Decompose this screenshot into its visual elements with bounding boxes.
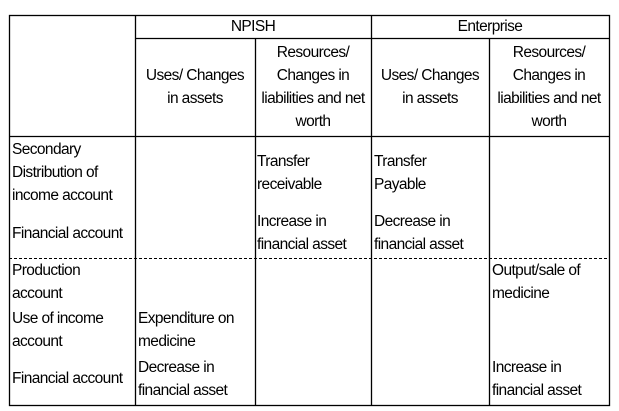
ent-transfer-payable-2: Payable <box>374 176 426 193</box>
ent-output-sale-2: medicine <box>492 285 550 302</box>
npish-expenditure-2: medicine <box>138 333 196 350</box>
row-label-secondary-3: income account <box>12 187 113 204</box>
row-label-use-income-1: Use of income <box>12 310 104 327</box>
row-label-use-income-2: account <box>12 333 63 350</box>
ent-resources-header: Resources/ Changes in liabilities and net worth <box>497 44 601 130</box>
ent-decrease-financial-2: financial asset <box>374 236 464 253</box>
npish-expenditure-1: Expenditure on <box>138 310 234 327</box>
npish-decrease-financial-1: Decrease in <box>138 359 215 376</box>
ent-output-sale-1: Output/sale of <box>492 262 581 279</box>
ent-uses-header: Uses/ Changes in assets <box>380 67 480 107</box>
npish-header: NPISH <box>230 18 276 35</box>
row-label-secondary-1: Secondary <box>12 141 81 158</box>
ent-transfer-payable-1: Transfer <box>374 153 427 170</box>
row-label-secondary-2: Distribution of <box>12 164 98 181</box>
row-label-financial-2: Financial account <box>12 370 123 387</box>
row-label-production-1: Production <box>12 262 81 279</box>
npish-transfer-receivable-1: Transfer <box>257 153 310 170</box>
row-label-production-2: account <box>12 285 63 302</box>
ent-increase-financial-2: financial asset <box>492 382 582 399</box>
npish-transfer-receivable-2: receivable <box>257 176 322 193</box>
ent-decrease-financial-1: Decrease in <box>374 213 451 230</box>
npish-increase-financial-1: Increase in <box>257 213 327 230</box>
npish-resources-header: Resources/ Changes in liabilities and net worth <box>261 44 365 130</box>
row-label-financial-1: Financial account <box>12 225 123 242</box>
enterprise-header: Enterprise <box>457 18 523 35</box>
npish-uses-header: Uses/ Changes in assets <box>145 67 245 107</box>
ent-increase-financial-1: Increase in <box>492 359 562 376</box>
npish-decrease-financial-2: financial asset <box>138 382 228 399</box>
npish-increase-financial-2: financial asset <box>257 236 347 253</box>
